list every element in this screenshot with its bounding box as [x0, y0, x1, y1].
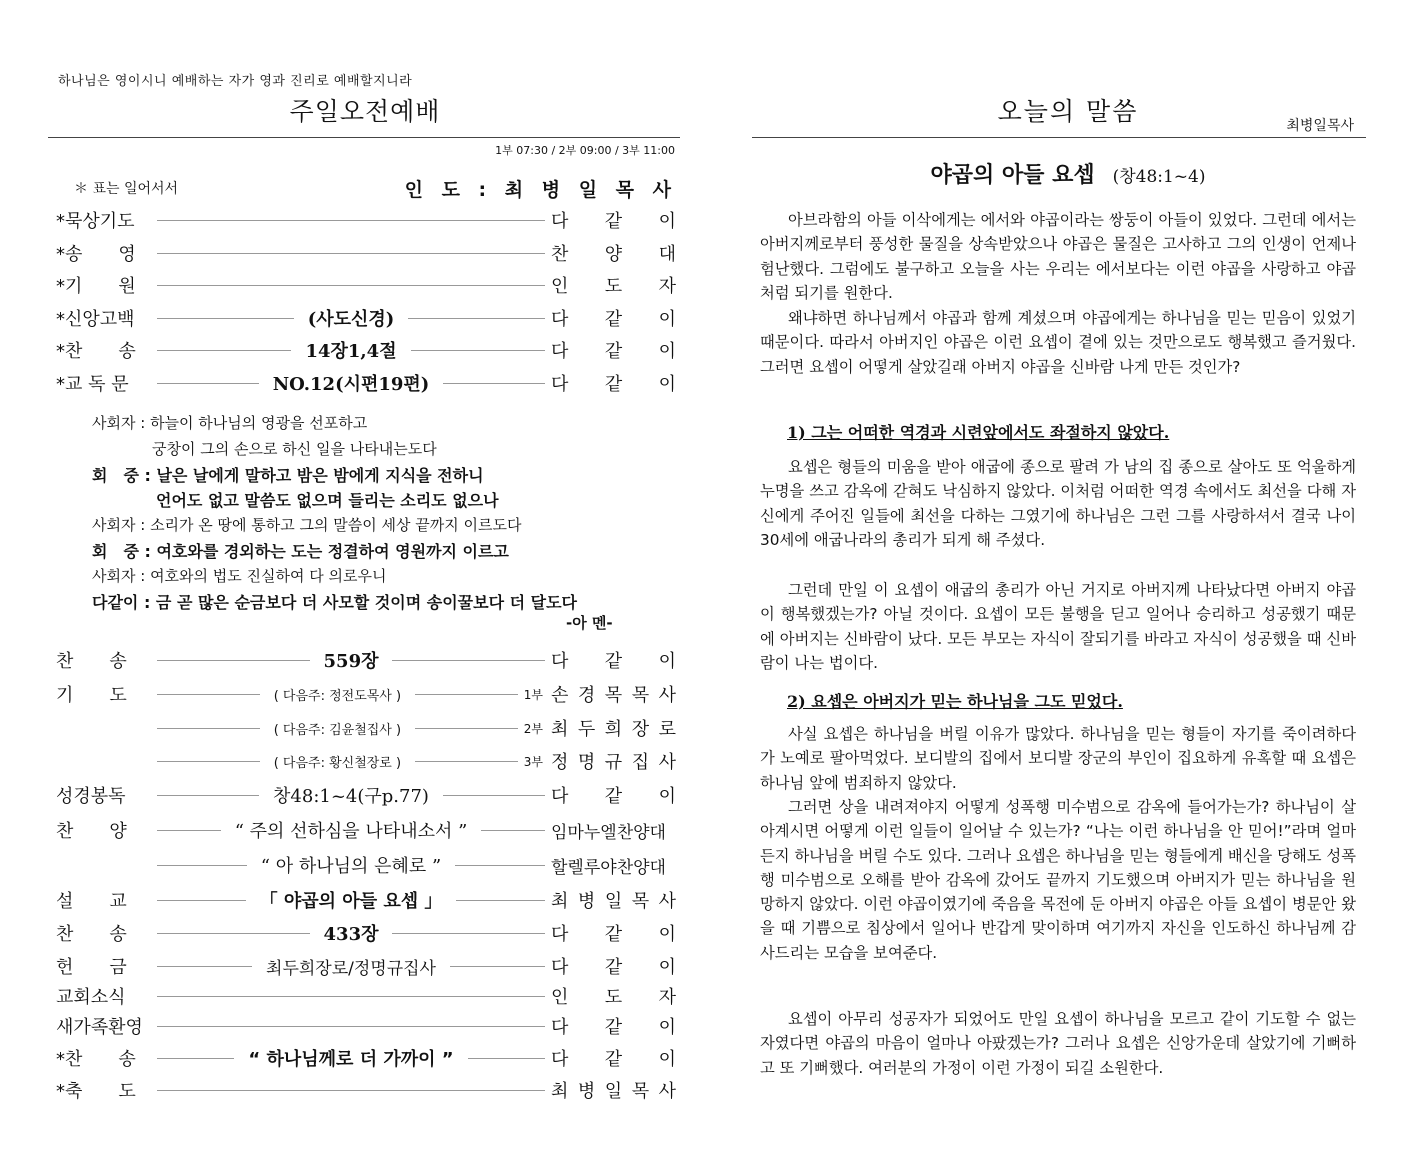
order-item: 14장1,4절	[305, 341, 397, 362]
order-person: 손 경 목 목 사	[551, 685, 676, 706]
leader-line	[456, 900, 545, 901]
order-item: 창48:1~4(구p.77)	[273, 786, 429, 807]
responsive-line: 사회자 : 소리가 온 땅에 통하고 그의 말씀이 세상 끝까지 이르도다	[92, 516, 522, 534]
order-label: 새가족환영	[56, 1017, 143, 1038]
order-item: 559장	[323, 651, 379, 672]
leader-line	[157, 728, 260, 729]
order-row	[56, 747, 676, 775]
order-person: 인 도 자	[551, 276, 676, 297]
service-part: 1부	[523, 687, 543, 702]
responsive-line: 사회자 : 하늘이 하나님의 영광을 선포하고	[92, 414, 368, 432]
order-person: 다 같 이	[551, 651, 676, 672]
order-label: 찬 양	[56, 821, 127, 842]
order-item: 433장	[323, 924, 379, 945]
leader-line	[415, 728, 518, 729]
leader-line	[392, 660, 545, 661]
order-person: 다 같 이	[551, 924, 676, 945]
author: 최병일목사	[1286, 118, 1354, 134]
order-label: *교 독 문	[56, 374, 129, 395]
page-title: 오늘의 말씀	[997, 97, 1139, 126]
leader-line	[157, 865, 247, 866]
order-row	[56, 886, 676, 914]
leader-line	[157, 253, 545, 254]
order-label: *기 원	[56, 276, 136, 297]
order-person: 다 같 이	[551, 1017, 676, 1038]
service-part: 2부	[523, 721, 543, 736]
order-label: 찬 송	[56, 924, 127, 945]
leader-line	[157, 1026, 545, 1027]
order-label: 기 도	[56, 685, 127, 706]
leader-line	[450, 966, 545, 967]
responsive-line: 궁창이 그의 손으로 하신 일을 나타내는도다	[152, 440, 437, 458]
leader-line	[157, 350, 291, 351]
order-item: ( 다음주: 정전도목사 )	[273, 688, 402, 704]
responsive-line: 회 중 : 여호와를 경외하는 도는 정결하여 영원까지 이르고	[92, 542, 509, 561]
order-row	[56, 982, 676, 1010]
title-rule	[48, 137, 680, 138]
responsive-line: 사회자 : 여호와의 법도 진실하여 다 의로우니	[92, 567, 387, 585]
order-row	[56, 336, 676, 364]
order-row	[56, 816, 676, 844]
order-person: 정 명 규 집 사	[551, 752, 676, 773]
leader-line	[157, 1090, 545, 1091]
right-page	[712, 0, 1424, 1151]
order-person: 다 같 이	[551, 957, 677, 978]
order-person: 할렐루야찬양대	[551, 857, 666, 878]
paragraph: 그러면 상을 내려져야지 어떻게 성폭행 미수범으로 감옥에 들어가는가? 하나님이 살아계시면 어떻게 이런 일들이 일어날 수 있는가? “나는 이런 하나님을 안 믿어!”라며 얼마든지 하나님을 버릴 수도 있다. 그러나 요셉은 하나님을 믿는 형들에게 배신을 당해도 성폭행 미수범으로 오해를 받아 감옥에 갔어도 끝까지 기도했으며 아버지가 믿는 하나님을 원망하지 않았다. 이런 야곱이였기에 죽음을 목전에 둔 아버지 야곱은 아들 요셉이 병문안 왔을 때 기쁨으로 침상에서 일어나 반갑게 맞이하며 여기까지 자신을 인도하신 하나님께 감사드리는 모습을 보여준다.	[760, 798, 1356, 962]
leader-line	[468, 1058, 545, 1059]
order-person: 최 병 일 목 사	[551, 1081, 676, 1102]
order-label: 성경봉독	[56, 786, 126, 807]
sermon-heading	[712, 158, 1424, 189]
order-row	[56, 1012, 676, 1040]
paragraph: 요셉이 아무리 성공자가 되었어도 만일 요셉이 하나님을 모르고 같이 기도할 수 없는 자였다면 야곱의 마음이 얼마나 아팠겠는가? 그러나 요셉은 신앙가운데 살았기에 기뻐하고 또 기뻐했다. 여러분의 가정이 이런 가정이 되길 소원한다.	[760, 1010, 1356, 1077]
order-row	[56, 369, 676, 397]
leader-line	[392, 933, 545, 934]
leader-line	[157, 383, 259, 384]
order-label: 설 교	[56, 891, 127, 912]
sermon-title: 「 야곱의 아들 요셉 」	[259, 891, 443, 912]
order-person: 찬 양 대	[551, 244, 676, 265]
order-person: 다 같 이	[551, 374, 677, 395]
order-item: ( 다음주: 황신철장로 )	[273, 755, 402, 771]
section-heading: 2) 요셉은 아버지가 믿는 하나님을 그도 믿었다.	[787, 692, 1123, 711]
standing-legend: ＊ 표는 일어서서	[74, 181, 179, 197]
paragraph: 왜냐하면 하나님께서 야곱과 함께 계셨으며 야곱에게는 하나님을 믿는 믿음이 있었기 때문이다. 따라서 아버지인 야곱은 이런 요셉이 곁에 있는 것만으로도 행복했고 즐거웠다. 그러면 요셉이 어떻게 살았길래 아버지 야곱을 신바람 나게 만든 것인가?	[760, 309, 1356, 376]
leader-line	[411, 350, 545, 351]
leader-line	[157, 933, 310, 934]
leader-line	[443, 795, 545, 796]
paragraph: 그런데 만일 이 요셉이 애굽의 총리가 아닌 거지로 아버지께 나타났다면 아버지 야곱이 행복했겠는가? 아닐 것이다. 요셉이 모든 불행을 딛고 일어나 승리하고 성공했기 때문에 아버지는 신바람이 났다. 모든 부모는 자식이 잘되기를 바라고 자식이 성공했을 때 신바람이 나는 법이다.	[760, 581, 1356, 672]
leader-line	[415, 761, 518, 762]
order-person: 다 같 이	[551, 1049, 676, 1070]
leader-line	[157, 694, 260, 695]
order-label: 찬 송	[56, 651, 127, 672]
leader-line	[157, 220, 545, 221]
service-part: 3부	[523, 754, 543, 769]
order-label: *신앙고백	[56, 309, 135, 330]
order-row	[56, 239, 676, 267]
leader-line	[157, 285, 545, 286]
order-person: 다 같 이	[551, 341, 677, 362]
leader-line	[157, 1058, 234, 1059]
order-person: 인 도 자	[551, 987, 676, 1008]
scripture-ref: (창48:1~4)	[1112, 167, 1206, 187]
leader-line	[157, 830, 221, 831]
leader-line	[408, 318, 545, 319]
order-row	[56, 304, 676, 332]
leader-line	[443, 383, 545, 384]
amen: -아 멘-	[566, 614, 613, 632]
leader-line	[157, 761, 260, 762]
order-label: *축 도	[56, 1081, 136, 1102]
responsive-line: 다같이 : 금 곧 많은 순금보다 더 사모할 것이며 송이꿀보다 더 달도다	[92, 593, 577, 612]
order-row	[56, 1044, 676, 1072]
paragraph: 요셉은 형들의 미움을 받아 애굽에 종으로 팔려 가 남의 집 종으로 살아도 또 억울하게 누명을 쓰고 감옥에 갇혀도 낙심하지 않았다. 이처럼 어떠한 역경 속에서도 최선을 다해 자신에게 주어진 일들에 최선을 다하는 그였기에 하나님은 그런 그를 사랑하셔서 결국 나이 30세에 애굽나라의 총리가 되게 해 주셨다.	[760, 458, 1356, 549]
page-title: 주일오전예배	[289, 97, 441, 126]
section-heading: 1) 그는 어떠한 역경과 시련앞에서도 좌절하지 않았다.	[787, 423, 1170, 442]
leader-line	[157, 900, 246, 901]
order-row	[56, 851, 676, 879]
order-row	[56, 781, 676, 809]
order-person: 최 두 희 장 로	[551, 719, 676, 740]
order-label: 헌 금	[56, 957, 127, 978]
order-row	[56, 271, 676, 299]
order-item: (사도신경)	[307, 309, 395, 330]
title-rule	[752, 137, 1366, 138]
paragraph: 사실 요셉은 하나님을 버릴 이유가 많았다. 하나님을 믿는 형들이 자기를 죽이려하다가 노예로 팔아먹었다. 보디발의 집에서 보디발 장군의 부인이 집요하게 유혹할 때 요셉은 하나님 앞에 범죄하지 않았다.	[760, 725, 1356, 792]
order-item: NO.12(시편19편)	[272, 374, 430, 395]
order-label: *송 영	[56, 244, 136, 265]
order-item: “ 주의 선하심을 나타내소서 ”	[234, 821, 468, 842]
leader-line	[157, 996, 545, 997]
motto: 하나님은 영이시니 예배하는 자가 영과 진리로 예배할지니라	[58, 74, 413, 89]
order-label: *찬 송	[56, 1049, 136, 1070]
order-row	[56, 919, 676, 947]
leader-line	[455, 865, 545, 866]
order-person: 다 같 이	[551, 309, 676, 330]
order-label: 교회소식	[56, 987, 126, 1008]
leader-line	[157, 660, 310, 661]
order-person: 임마누엘찬양대	[551, 822, 666, 843]
order-label: *묵상기도	[56, 211, 135, 232]
order-person: 최 병 일 목 사	[551, 891, 677, 912]
order-item: 최두희장로/정명규집사	[266, 958, 436, 979]
order-row	[56, 646, 676, 674]
order-item: “ 아 하나님의 은혜로 ”	[260, 856, 442, 877]
leader-line	[157, 318, 294, 319]
order-label: *찬 송	[56, 341, 136, 362]
order-row	[56, 1076, 676, 1104]
service-times: 1부 07:30 / 2부 09:00 / 3부 11:00	[495, 144, 675, 157]
order-item: “ 하나님께로 더 가까이 ”	[248, 1049, 454, 1070]
order-row	[56, 206, 676, 234]
leader-line	[481, 830, 545, 831]
order-person: 다 같 이	[551, 786, 676, 807]
leader-line	[157, 966, 252, 967]
responsive-line: 언어도 없고 말씀도 없으며 들리는 소리도 없으나	[156, 491, 499, 510]
paragraph: 아브라함의 아들 이삭에게는 에서와 야곱이라는 쌍둥이 아들이 있었다. 그런데 에서는 아버지께로부터 풍성한 물질을 상속받았으나 야곱은 물질은 고사하고 그의 인생이 언제나 험난했다. 그럼에도 불구하고 오늘을 사는 우리는 에서보다는 이런 야곱을 사랑하고 야곱처럼 되기를 원한다.	[760, 211, 1356, 302]
order-person: 다 같 이	[551, 211, 676, 232]
leader-line	[415, 694, 518, 695]
order-row	[56, 952, 676, 980]
order-item: ( 다음주: 김윤철집사 )	[273, 722, 402, 738]
sermon-title: 야곱의 아들 요셉	[930, 163, 1095, 188]
service-leader: 인 도 : 최 병 일 목 사	[404, 179, 677, 201]
order-row	[56, 714, 676, 742]
responsive-line: 회 중 : 날은 날에게 말하고 밤은 밤에게 지식을 전하니	[92, 466, 484, 485]
leader-line	[157, 795, 259, 796]
order-row	[56, 680, 676, 708]
